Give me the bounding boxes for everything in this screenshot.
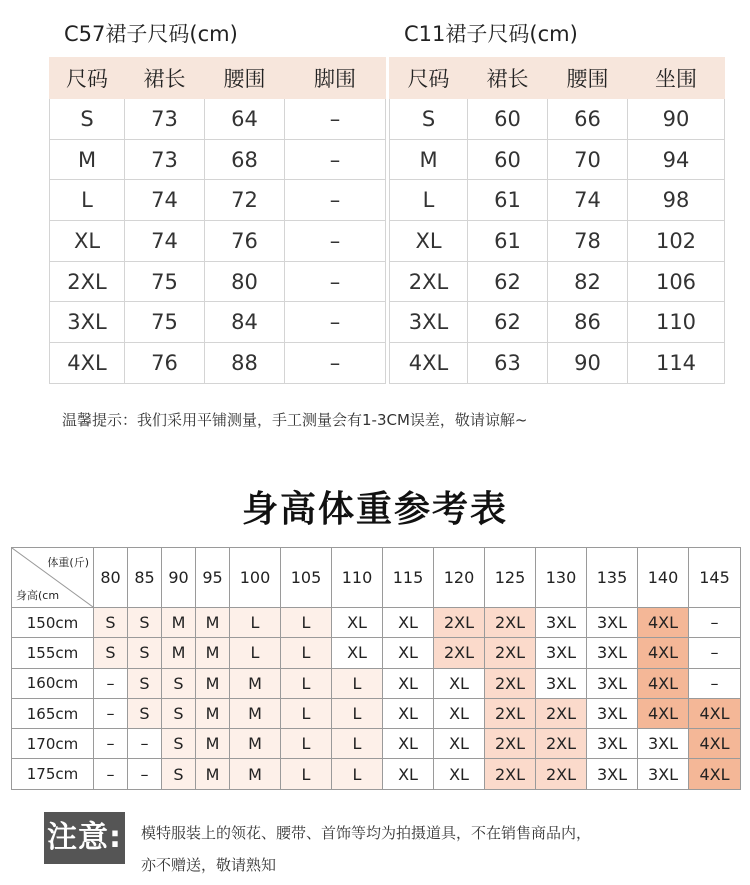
size-cell: S [94, 638, 128, 668]
height-label: 170cm [12, 729, 94, 759]
size-cell: L [230, 608, 281, 638]
table-cell: 88 [205, 343, 285, 384]
table-cell: 110 [628, 302, 725, 343]
size-cell: L [332, 759, 383, 789]
table-cell: 74 [548, 180, 628, 221]
size-cell: S [162, 729, 196, 759]
size-cell: L [230, 638, 281, 668]
weight-header: 95 [196, 548, 230, 608]
size-cell: 2XL [485, 698, 536, 728]
table-cell: – [285, 221, 386, 262]
measurement-tip: 温馨提示：我们采用平铺测量，手工测量会有1-3CM误差，敬请谅解~ [62, 411, 528, 429]
table-cell: 80 [205, 261, 285, 302]
size-cell: – [689, 668, 741, 698]
height-label: 155cm [12, 638, 94, 668]
size-cell: 3XL [638, 729, 689, 759]
table-cell: M [50, 139, 125, 180]
size-cell: 4XL [638, 608, 689, 638]
weight-header: 125 [485, 548, 536, 608]
table-cell: 60 [468, 139, 548, 180]
size-cell: 2XL [485, 759, 536, 789]
table-cell: – [285, 180, 386, 221]
table-row [50, 221, 386, 262]
table-row [12, 698, 741, 728]
column-header: 尺码 [390, 58, 468, 99]
table-cell: 62 [468, 302, 548, 343]
table-cell: 90 [628, 99, 725, 140]
note-text [141, 817, 741, 881]
size-cell: XL [434, 729, 485, 759]
size-cell: 3XL [587, 698, 638, 728]
size-cell: S [128, 668, 162, 698]
column-header: 腰围 [548, 58, 628, 99]
size-cell: L [281, 668, 332, 698]
table-row [12, 668, 741, 698]
table-cell: 66 [548, 99, 628, 140]
table-cell: 2XL [50, 261, 125, 302]
table-cell: M [390, 139, 468, 180]
size-cell: L [332, 668, 383, 698]
size-cell: 3XL [587, 729, 638, 759]
table-row [50, 139, 386, 180]
table-cell: 102 [628, 221, 725, 262]
table-row [390, 343, 725, 384]
weight-header: 115 [383, 548, 434, 608]
table-row [390, 99, 725, 140]
size-cell: 4XL [689, 759, 741, 789]
table-cell: 64 [205, 99, 285, 140]
table-row [12, 608, 741, 638]
size-cell: S [162, 759, 196, 789]
table-cell: – [285, 261, 386, 302]
height-label: 160cm [12, 668, 94, 698]
table-row [50, 261, 386, 302]
table-cell: 4XL [50, 343, 125, 384]
table-row [390, 221, 725, 262]
size-cell: 4XL [638, 638, 689, 668]
size-cell: XL [383, 759, 434, 789]
table-cell: 73 [125, 139, 205, 180]
table-row [12, 759, 741, 789]
column-header: 腰围 [205, 58, 285, 99]
table-cell: 63 [468, 343, 548, 384]
size-cell: 4XL [689, 698, 741, 728]
size-cell: 3XL [587, 638, 638, 668]
table-cell: 74 [125, 221, 205, 262]
note-line-2: 亦不赠送，敬请熟知 [141, 856, 277, 874]
size-cell: M [196, 638, 230, 668]
size-cell: S [162, 668, 196, 698]
weight-header: 85 [128, 548, 162, 608]
size-cell: S [128, 608, 162, 638]
corner-cell [12, 548, 94, 608]
table-cell: S [390, 99, 468, 140]
size-cell: 2XL [536, 759, 587, 789]
size-cell: XL [383, 698, 434, 728]
table-row [390, 139, 725, 180]
table-cell: 3XL [390, 302, 468, 343]
table-cell: 4XL [390, 343, 468, 384]
table-cell: – [285, 302, 386, 343]
weight-header: 145 [689, 548, 741, 608]
corner-height-label: 身高(cm [16, 589, 60, 602]
size-cell: 2XL [485, 638, 536, 668]
size-cell: 4XL [638, 698, 689, 728]
table-cell: – [285, 343, 386, 384]
table-cell: 3XL [50, 302, 125, 343]
weight-header: 130 [536, 548, 587, 608]
weight-header: 120 [434, 548, 485, 608]
column-header: 尺码 [50, 58, 125, 99]
table-cell: 74 [125, 180, 205, 221]
column-header: 坐围 [628, 58, 725, 99]
note-line-1: 模特服装上的领花、腰带、首饰等均为拍摄道具，不在销售商品内， [141, 824, 592, 842]
size-cell: M [196, 729, 230, 759]
size-cell: 3XL [587, 668, 638, 698]
table-row [12, 729, 741, 759]
size-cell: XL [332, 608, 383, 638]
column-header: 裙长 [468, 58, 548, 99]
size-cell: XL [434, 698, 485, 728]
size-table-c57 [49, 57, 386, 384]
size-cell: M [196, 698, 230, 728]
table-cell: 98 [628, 180, 725, 221]
size-cell: S [94, 608, 128, 638]
weight-header: 80 [94, 548, 128, 608]
height-label: 150cm [12, 608, 94, 638]
size-cell: 2XL [536, 729, 587, 759]
table-cell: 106 [628, 261, 725, 302]
table-cell: 90 [548, 343, 628, 384]
size-cell: M [196, 759, 230, 789]
column-header: 脚围 [285, 58, 386, 99]
height-weight-table [11, 547, 741, 790]
size-cell: – [689, 608, 741, 638]
table-cell: 73 [125, 99, 205, 140]
table-cell: – [285, 99, 386, 140]
size-cell: – [94, 729, 128, 759]
table-cell: 60 [468, 99, 548, 140]
size-cell: 2XL [485, 608, 536, 638]
size-cell: – [128, 759, 162, 789]
table-cell: S [50, 99, 125, 140]
size-cell: XL [434, 668, 485, 698]
table-cell: 70 [548, 139, 628, 180]
column-header: 裙长 [125, 58, 205, 99]
table-row [12, 638, 741, 668]
size-cell: XL [383, 638, 434, 668]
table-cell: – [285, 139, 386, 180]
corner-weight-label: 体重(斤) [47, 556, 89, 569]
size-cell: S [128, 638, 162, 668]
size-cell: 3XL [536, 608, 587, 638]
size-cell: 4XL [689, 729, 741, 759]
size-cell: M [230, 668, 281, 698]
height-label: 165cm [12, 698, 94, 728]
table-cell: XL [390, 221, 468, 262]
size-cell: M [230, 759, 281, 789]
size-cell: 2XL [434, 638, 485, 668]
table-row [50, 302, 386, 343]
reference-title: 身高体重参考表 [241, 489, 508, 530]
size-cell: XL [434, 759, 485, 789]
size-cell: – [128, 729, 162, 759]
size-cell: – [94, 698, 128, 728]
size-cell: L [281, 608, 332, 638]
size-cell: 3XL [587, 608, 638, 638]
size-cell: M [230, 698, 281, 728]
size-cell: M [196, 608, 230, 638]
table-cell: 114 [628, 343, 725, 384]
size-cell: XL [383, 668, 434, 698]
table-cell: 61 [468, 180, 548, 221]
weight-header: 105 [281, 548, 332, 608]
weight-header: 140 [638, 548, 689, 608]
weight-header: 90 [162, 548, 196, 608]
size-cell: – [689, 638, 741, 668]
table-row [50, 343, 386, 384]
table-cell: 2XL [390, 261, 468, 302]
size-cell: M [196, 668, 230, 698]
table-cell: 75 [125, 261, 205, 302]
size-cell: 3XL [536, 668, 587, 698]
table-b-title: C11裙子尺码(cm) [404, 22, 578, 46]
table-cell: 62 [468, 261, 548, 302]
table-row [50, 99, 386, 140]
table-cell: 94 [628, 139, 725, 180]
weight-header: 110 [332, 548, 383, 608]
table-a-title: C57裙子尺码(cm) [64, 22, 238, 46]
note-badge: 注意: [44, 812, 125, 864]
size-cell: 3XL [587, 759, 638, 789]
size-cell: – [94, 759, 128, 789]
table-cell: 84 [205, 302, 285, 343]
table-cell: 75 [125, 302, 205, 343]
table-cell: XL [50, 221, 125, 262]
table-cell: 61 [468, 221, 548, 262]
size-cell: XL [383, 729, 434, 759]
table-row [50, 180, 386, 221]
table-cell: 72 [205, 180, 285, 221]
table-cell: 76 [205, 221, 285, 262]
size-cell: L [281, 698, 332, 728]
size-cell: S [128, 698, 162, 728]
size-cell: 4XL [638, 668, 689, 698]
size-cell: 2XL [434, 608, 485, 638]
size-cell: XL [332, 638, 383, 668]
weight-header: 135 [587, 548, 638, 608]
size-table-c11 [389, 57, 725, 384]
table-row [390, 180, 725, 221]
size-cell: S [162, 698, 196, 728]
size-cell: L [332, 698, 383, 728]
size-cell: 2XL [485, 729, 536, 759]
table-row [390, 261, 725, 302]
size-cell: 2XL [536, 698, 587, 728]
size-cell: L [332, 729, 383, 759]
size-cell: – [94, 668, 128, 698]
table-cell: 68 [205, 139, 285, 180]
size-cell: 3XL [638, 759, 689, 789]
size-cell: L [281, 759, 332, 789]
size-cell: M [162, 638, 196, 668]
table-cell: L [50, 180, 125, 221]
table-cell: 78 [548, 221, 628, 262]
size-cell: 3XL [536, 638, 587, 668]
table-cell: L [390, 180, 468, 221]
height-label: 175cm [12, 759, 94, 789]
size-cell: L [281, 638, 332, 668]
size-cell: XL [383, 608, 434, 638]
table-cell: 82 [548, 261, 628, 302]
size-cell: 2XL [485, 668, 536, 698]
weight-header: 100 [230, 548, 281, 608]
table-row [390, 302, 725, 343]
size-cell: M [162, 608, 196, 638]
size-cell: L [281, 729, 332, 759]
table-cell: 76 [125, 343, 205, 384]
size-cell: M [230, 729, 281, 759]
table-cell: 86 [548, 302, 628, 343]
